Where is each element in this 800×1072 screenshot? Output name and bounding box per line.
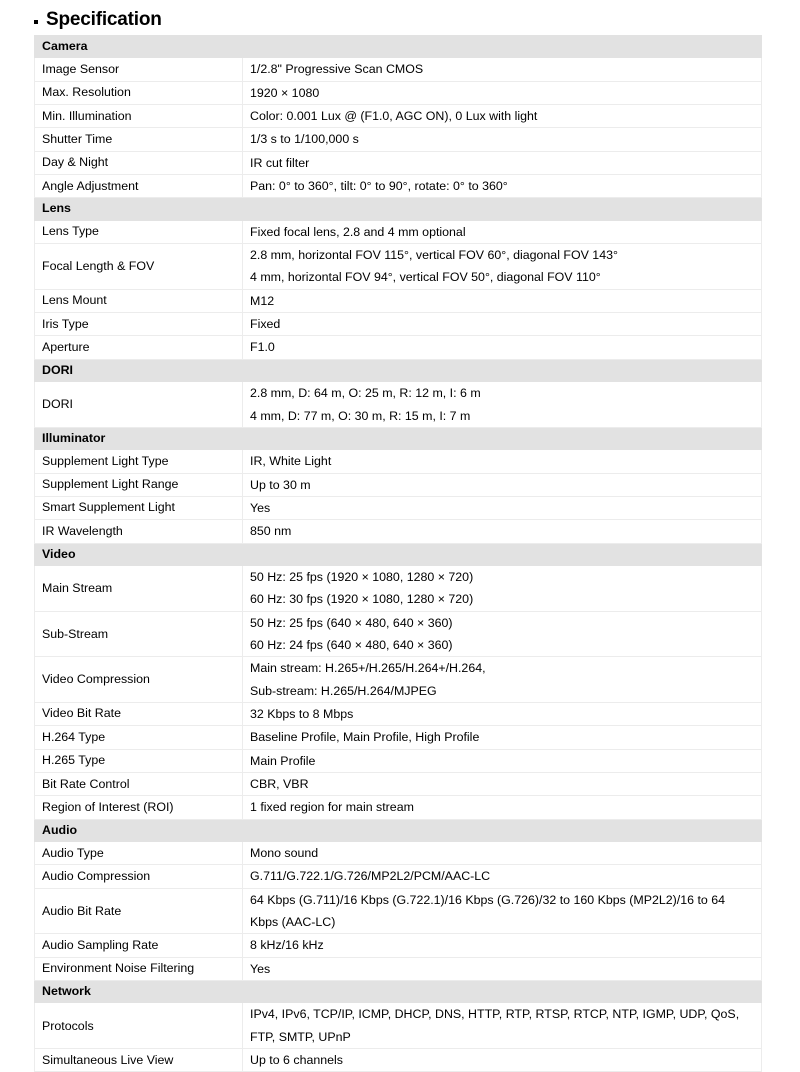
spec-value-line: 4 mm, D: 77 m, O: 30 m, R: 15 m, I: 7 m (250, 408, 471, 423)
spec-label: Main Stream (35, 565, 243, 611)
section-header (35, 359, 762, 381)
spec-label: Audio Type (35, 842, 243, 865)
spec-value-line: Mono sound (250, 846, 319, 861)
spec-value-line: Up to 6 channels (250, 1053, 343, 1068)
spec-label: Image Sensor (35, 58, 243, 81)
table-row (35, 934, 762, 957)
spec-value (243, 726, 762, 749)
spec-value (243, 244, 762, 290)
spec-label: Angle Adjustment (35, 175, 243, 198)
spec-label: Supplement Light Type (35, 450, 243, 473)
section-header (35, 981, 762, 1003)
spec-value (243, 128, 762, 151)
spec-label: Audio Compression (35, 865, 243, 888)
spec-value (243, 1049, 762, 1072)
spec-value-line: 850 nm (250, 524, 292, 539)
section-header (35, 198, 762, 220)
spec-label: IR Wavelength (35, 520, 243, 543)
spec-label: Simultaneous Live View (35, 1049, 243, 1072)
spec-label: DORI (35, 382, 243, 428)
spec-value-line: 32 Kbps to 8 Mbps (250, 706, 354, 721)
spec-value-line: 1/3 s to 1/100,000 s (250, 132, 359, 147)
spec-value-line: Main Profile (250, 753, 316, 768)
spec-value-line: Fixed (250, 317, 281, 332)
section-title: Lens (35, 198, 762, 220)
page-title (34, 9, 162, 31)
spec-value (243, 382, 762, 428)
spec-label: Environment Noise Filtering (35, 957, 243, 980)
section-title: DORI (35, 359, 762, 381)
table-row (35, 888, 762, 934)
table-row (35, 151, 762, 174)
spec-value-line: Baseline Profile, Main Profile, High Profile (250, 730, 480, 745)
spec-value (243, 175, 762, 198)
spec-label: Audio Sampling Rate (35, 934, 243, 957)
table-row (35, 796, 762, 819)
page-title-text: Specification (46, 9, 162, 30)
spec-value (243, 496, 762, 519)
table-row (35, 128, 762, 151)
spec-value-line: CBR, VBR (250, 777, 309, 791)
table-row (35, 773, 762, 796)
spec-value-line: 60 Hz: 24 fps (640 × 480, 640 × 360) (250, 637, 453, 652)
table-row (35, 220, 762, 243)
spec-value (243, 151, 762, 174)
spec-value (243, 702, 762, 725)
section-header (35, 819, 762, 841)
spec-value-line: IR cut filter (250, 155, 310, 170)
table-row (35, 473, 762, 496)
spec-value (243, 796, 762, 819)
spec-value-line: 60 Hz: 30 fps (1920 × 1080, 1280 × 720) (250, 592, 474, 607)
spec-value (243, 934, 762, 957)
spec-value (243, 313, 762, 336)
spec-value-line: FTP, SMTP, UPnP (250, 1029, 351, 1044)
table-row (35, 336, 762, 359)
spec-label: H.264 Type (35, 726, 243, 749)
spec-value-line: 2.8 mm, horizontal FOV 115°, vertical FOV 60°, diagonal FOV 143° (250, 248, 618, 263)
spec-value (243, 105, 762, 128)
spec-value (243, 220, 762, 243)
table-row (35, 313, 762, 336)
spec-value (243, 773, 762, 796)
spec-label: Video Compression (35, 657, 243, 703)
spec-label: Protocols (35, 1003, 243, 1049)
section-title: Audio (35, 819, 762, 841)
section-header (35, 543, 762, 565)
spec-label: Sub-Stream (35, 611, 243, 657)
spec-value-line: Yes (250, 500, 271, 515)
table-row (35, 244, 762, 290)
table-row (35, 957, 762, 980)
spec-value (243, 565, 762, 611)
spec-value-line: 50 Hz: 25 fps (1920 × 1080, 1280 × 720) (250, 569, 474, 584)
spec-label: Lens Mount (35, 289, 243, 312)
spec-value (243, 888, 762, 934)
spec-value (243, 1003, 762, 1049)
spec-value (243, 611, 762, 657)
table-row (35, 382, 762, 428)
table-row (35, 565, 762, 611)
spec-value-line: 2.8 mm, D: 64 m, O: 25 m, R: 12 m, I: 6 m (250, 386, 481, 401)
spec-value (243, 749, 762, 772)
spec-value (243, 289, 762, 312)
spec-label: Max. Resolution (35, 81, 243, 104)
spec-label: Audio Bit Rate (35, 888, 243, 934)
spec-value-line: F1.0 (250, 340, 275, 355)
section-header (35, 36, 762, 58)
spec-label: H.265 Type (35, 749, 243, 772)
bullet-icon (34, 20, 38, 24)
spec-label: Iris Type (35, 313, 243, 336)
section-title: Illuminator (35, 427, 762, 449)
spec-label: Aperture (35, 336, 243, 359)
table-row (35, 175, 762, 198)
spec-label: Shutter Time (35, 128, 243, 151)
spec-label: Focal Length & FOV (35, 244, 243, 290)
spec-value-line: 1920 × 1080 (250, 85, 320, 100)
spec-value-line: Up to 30 m (250, 477, 311, 492)
spec-value-line: 8 kHz/16 kHz (250, 938, 324, 953)
spec-label: Lens Type (35, 220, 243, 243)
spec-value-line: Main stream: H.265+/H.265/H.264+/H.264, (250, 661, 486, 676)
table-row (35, 1049, 762, 1072)
spec-label: Bit Rate Control (35, 773, 243, 796)
spec-label: Smart Supplement Light (35, 496, 243, 519)
spec-value-line: Color: 0.001 Lux @ (F1.0, AGC ON), 0 Lux with light (250, 109, 538, 124)
section-header (35, 427, 762, 449)
table-row (35, 702, 762, 725)
spec-value-line: IR, White Light (250, 454, 332, 469)
section-title: Camera (35, 36, 762, 58)
spec-value (243, 657, 762, 703)
spec-value-line: Fixed focal lens, 2.8 and 4 mm optional (250, 224, 466, 239)
spec-label: Day & Night (35, 151, 243, 174)
spec-value (243, 842, 762, 865)
spec-value (243, 336, 762, 359)
spec-value-line: M12 (250, 293, 275, 308)
spec-value-line: 4 mm, horizontal FOV 94°, vertical FOV 50°, diagonal FOV 110° (250, 270, 601, 285)
table-row (35, 749, 762, 772)
table-row (35, 289, 762, 312)
table-row (35, 450, 762, 473)
spec-value-line: Kbps (AAC-LC) (250, 915, 336, 930)
spec-label: Min. Illumination (35, 105, 243, 128)
section-title: Network (35, 981, 762, 1003)
spec-label: Video Bit Rate (35, 702, 243, 725)
spec-value-line: IPv4, IPv6, TCP/IP, ICMP, DHCP, DNS, HTTP, RTP, RTSP, RTCP, NTP, IGMP, UDP, QoS, (250, 1007, 740, 1022)
table-row (35, 81, 762, 104)
spec-value (243, 58, 762, 81)
spec-value-line: Pan: 0° to 360°, tilt: 0° to 90°, rotate: 0° to 360° (250, 179, 508, 194)
table-row (35, 105, 762, 128)
spec-value-line: Sub-stream: H.265/H.264/MJPEG (250, 683, 437, 698)
spec-value (243, 450, 762, 473)
spec-value (243, 865, 762, 888)
spec-value (243, 81, 762, 104)
spec-label: Supplement Light Range (35, 473, 243, 496)
table-row (35, 865, 762, 888)
table-row (35, 520, 762, 543)
spec-value (243, 473, 762, 496)
spec-label: Region of Interest (ROI) (35, 796, 243, 819)
table-row (35, 1003, 762, 1049)
table-row (35, 657, 762, 703)
spec-value-line: 64 Kbps (G.711)/16 Kbps (G.722.1)/16 Kbps (G.726)/32 to 160 Kbps (MP2L2)/16 to 64 (250, 892, 726, 907)
spec-value-line: 50 Hz: 25 fps (640 × 480, 640 × 360) (250, 615, 453, 630)
table-row (35, 58, 762, 81)
table-row (35, 611, 762, 657)
spec-value (243, 520, 762, 543)
spec-value (243, 957, 762, 980)
specification-table (34, 35, 762, 1072)
spec-value-line: 1 fixed region for main stream (250, 800, 414, 815)
section-title: Video (35, 543, 762, 565)
spec-value-line: G.711/G.722.1/G.726/MP2L2/PCM/AAC-LC (250, 869, 491, 884)
table-row (35, 842, 762, 865)
table-row (35, 726, 762, 749)
spec-value-line: 1/2.8" Progressive Scan CMOS (250, 62, 424, 77)
table-row (35, 496, 762, 519)
spec-value-line: Yes (250, 961, 271, 976)
